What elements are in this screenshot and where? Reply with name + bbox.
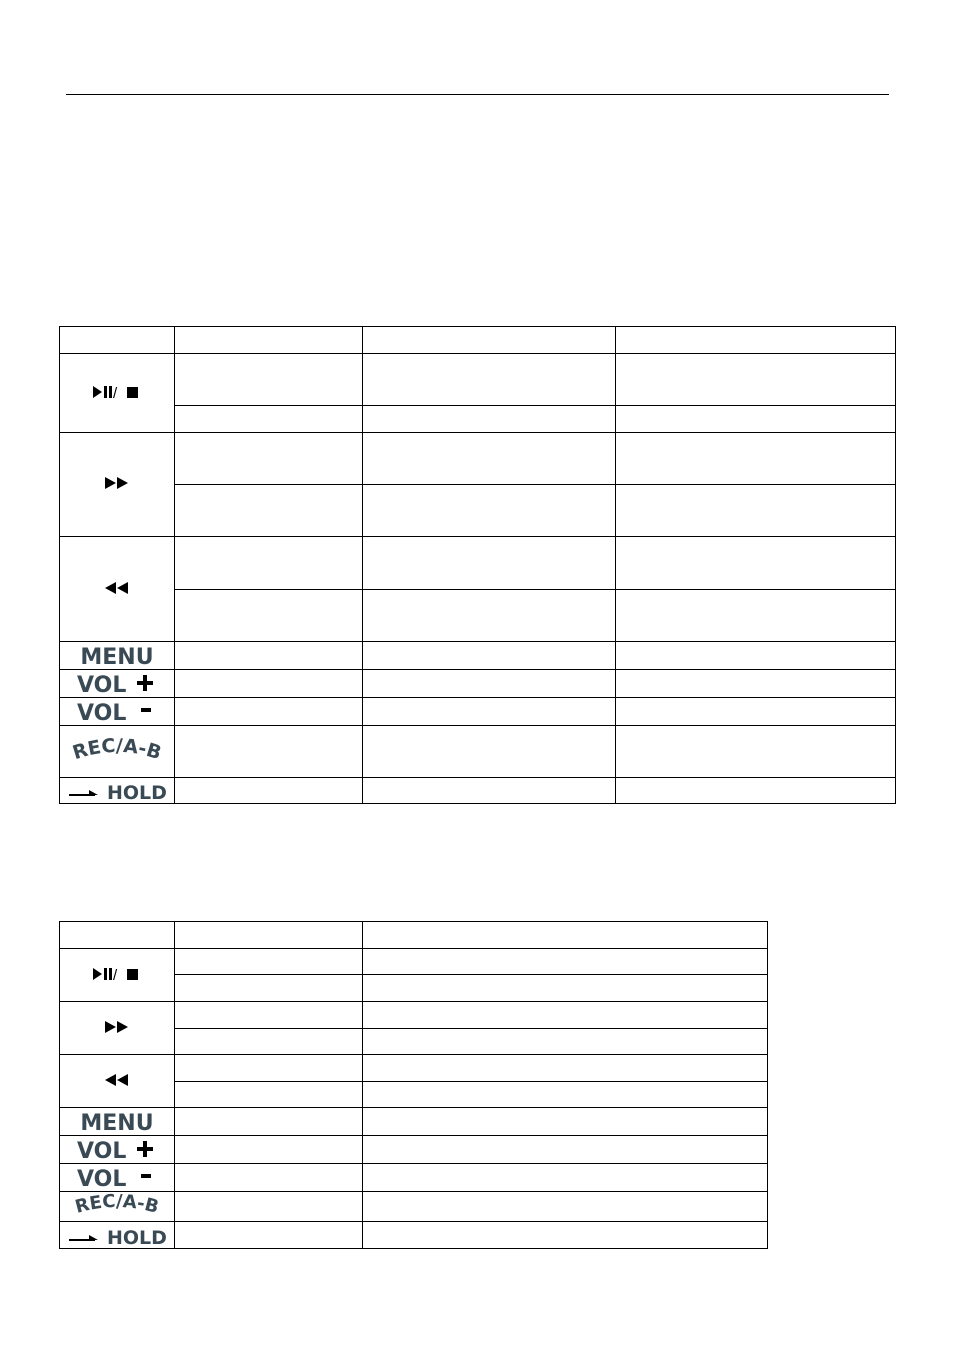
key-cell xyxy=(60,1222,175,1249)
key-cell xyxy=(60,778,175,804)
hold-key-label: HOLD xyxy=(107,782,167,800)
table-cell xyxy=(363,778,616,804)
table-cell xyxy=(175,949,363,975)
table-cell xyxy=(175,1222,363,1249)
vol-key-label: VOL xyxy=(77,1139,127,1160)
table-row xyxy=(60,949,768,975)
table-row xyxy=(60,1192,768,1222)
table-row xyxy=(60,1222,768,1249)
vol-plus-icon xyxy=(75,1136,159,1160)
vol-plus-icon xyxy=(75,670,159,694)
table-row xyxy=(60,1136,768,1164)
table-cell xyxy=(363,406,616,433)
table-cell xyxy=(363,485,616,537)
table-cell xyxy=(363,1002,768,1029)
table-cell xyxy=(175,433,363,485)
table-row xyxy=(60,354,896,406)
table-cell xyxy=(616,642,896,670)
table-cell xyxy=(616,698,896,726)
table-cell xyxy=(175,698,363,726)
key-cell xyxy=(60,1136,175,1164)
key-cell xyxy=(60,537,175,642)
play-sep-label: / xyxy=(113,966,118,982)
header-cell xyxy=(60,327,175,354)
header-cell xyxy=(363,922,768,949)
key-cell xyxy=(60,642,175,670)
table-cell xyxy=(175,1164,363,1192)
rewind-icon xyxy=(104,581,130,595)
key-cell xyxy=(60,949,175,1002)
table-row xyxy=(60,1108,768,1136)
rewind-icon xyxy=(104,1073,130,1087)
table-cell xyxy=(175,1108,363,1136)
table-cell xyxy=(616,726,896,778)
table-row xyxy=(60,726,896,778)
table-cell xyxy=(363,698,616,726)
key-cell xyxy=(60,1192,175,1222)
key-cell xyxy=(60,1164,175,1192)
menu-key-label: MENU xyxy=(80,645,154,666)
key-function-table-2 xyxy=(59,921,768,1249)
table-row xyxy=(60,433,896,485)
table-cell xyxy=(175,537,363,590)
table-row xyxy=(60,1002,768,1029)
table-cell xyxy=(616,433,896,485)
table-cell xyxy=(175,1055,363,1082)
play-pause-stop-icon xyxy=(92,384,142,400)
header-cell xyxy=(363,327,616,354)
table-cell xyxy=(363,537,616,590)
menu-icon xyxy=(75,1108,159,1132)
table-cell xyxy=(175,975,363,1002)
table-cell xyxy=(175,670,363,698)
table-cell xyxy=(616,778,896,804)
header-cell xyxy=(175,327,363,354)
vol-minus-icon xyxy=(75,698,159,722)
table-cell xyxy=(175,1029,363,1055)
table-cell xyxy=(363,670,616,698)
table-row xyxy=(60,670,896,698)
menu-icon xyxy=(75,642,159,666)
table-cell xyxy=(616,590,896,642)
table-cell xyxy=(363,949,768,975)
table-row xyxy=(60,642,896,670)
table-cell xyxy=(175,354,363,406)
table-cell xyxy=(363,1029,768,1055)
table-cell xyxy=(363,1082,768,1108)
vol-key-label: VOL xyxy=(77,673,127,694)
header-cell xyxy=(175,922,363,949)
table-cell xyxy=(363,1222,768,1249)
table-cell xyxy=(616,406,896,433)
table-cell xyxy=(175,590,363,642)
table-cell xyxy=(363,1055,768,1082)
table-cell xyxy=(363,1136,768,1164)
key-cell xyxy=(60,1055,175,1108)
header-rule xyxy=(66,94,889,95)
key-cell xyxy=(60,726,175,778)
table-row xyxy=(60,537,896,590)
header-cell xyxy=(60,922,175,949)
key-cell xyxy=(60,354,175,433)
table-cell xyxy=(175,406,363,433)
table-cell xyxy=(363,433,616,485)
table-row xyxy=(60,1055,768,1082)
table-row xyxy=(60,698,896,726)
table-cell xyxy=(175,1192,363,1222)
table-cell xyxy=(363,590,616,642)
table-row xyxy=(60,406,896,433)
table-header-row xyxy=(60,922,768,949)
vol-minus-icon xyxy=(75,1164,159,1188)
key-cell xyxy=(60,670,175,698)
table-cell xyxy=(363,354,616,406)
vol-key-label: VOL xyxy=(77,1167,127,1188)
table-cell xyxy=(616,670,896,698)
vol-key-label: VOL xyxy=(77,701,127,722)
table-cell xyxy=(363,1192,768,1222)
table-row xyxy=(60,778,896,804)
play-pause-stop-icon xyxy=(92,966,142,982)
hold-icon xyxy=(65,1223,169,1245)
table-cell xyxy=(363,726,616,778)
table-cell xyxy=(175,642,363,670)
table-cell xyxy=(175,1002,363,1029)
header-cell xyxy=(616,327,896,354)
table-cell xyxy=(175,726,363,778)
rec-key-label: REC/A-B xyxy=(70,734,164,765)
table-cell xyxy=(175,1136,363,1164)
table-cell xyxy=(363,1108,768,1136)
hold-icon xyxy=(65,778,169,800)
key-cell xyxy=(60,698,175,726)
table-cell xyxy=(616,354,896,406)
table-cell xyxy=(175,1082,363,1108)
table-row xyxy=(60,485,896,537)
key-cell xyxy=(60,1002,175,1055)
fast-forward-icon xyxy=(104,476,130,490)
key-cell xyxy=(60,1108,175,1136)
rec-ab-icon xyxy=(65,1192,169,1218)
table-cell xyxy=(616,485,896,537)
table-row xyxy=(60,1164,768,1192)
fast-forward-icon xyxy=(104,1020,130,1034)
key-function-table-1 xyxy=(59,326,896,804)
table-row xyxy=(60,590,896,642)
key-cell xyxy=(60,433,175,537)
rec-ab-icon xyxy=(65,734,169,766)
table-cell xyxy=(363,975,768,1002)
play-sep-label: / xyxy=(113,384,118,400)
hold-key-label: HOLD xyxy=(107,1226,167,1245)
table-cell xyxy=(175,778,363,804)
table-header-row xyxy=(60,327,896,354)
table-cell xyxy=(175,485,363,537)
menu-key-label: MENU xyxy=(80,1111,154,1132)
rec-key-label: REC/A-B xyxy=(73,1192,161,1218)
table-cell xyxy=(363,642,616,670)
table-cell xyxy=(363,1164,768,1192)
table-cell xyxy=(616,537,896,590)
